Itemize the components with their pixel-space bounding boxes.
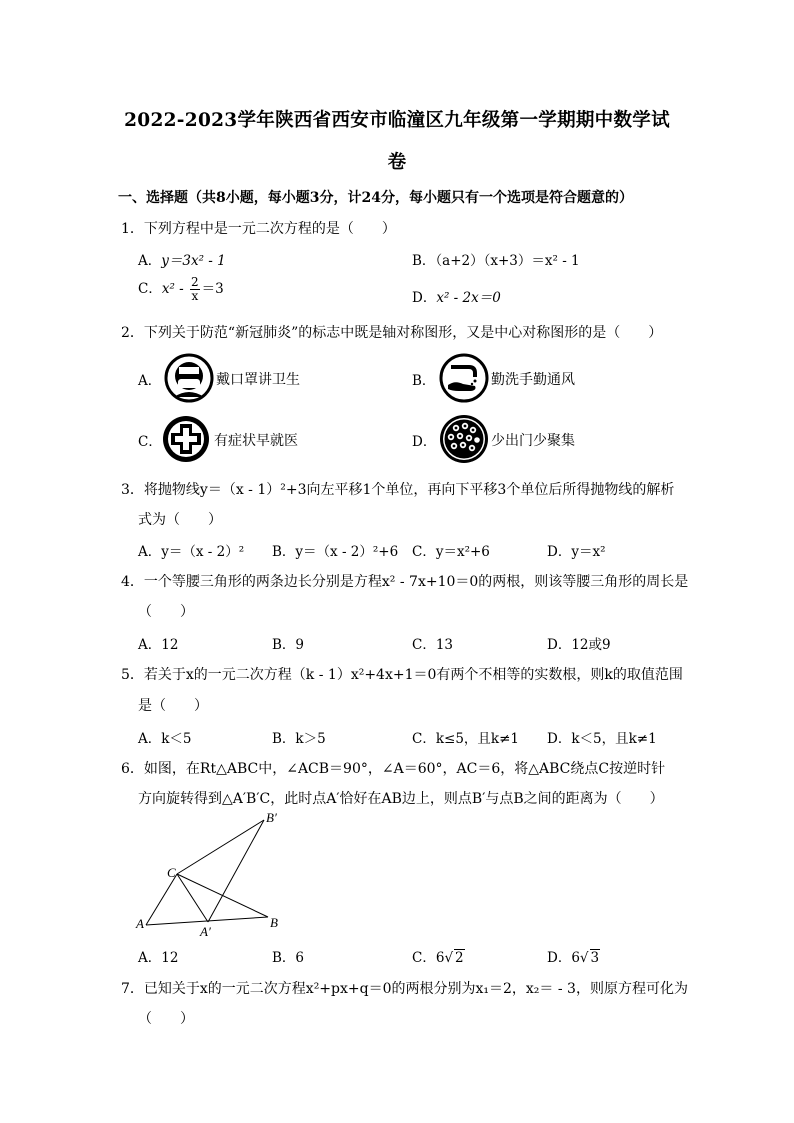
option-label: C． <box>138 281 162 297</box>
question-3-stem-line1: 3．将抛物线y＝（x - 1）²+3向左平移1个单位，再向下平移3个单位后所得抛物线的解析 <box>121 482 675 498</box>
q4-option-a[interactable]: A．12 <box>138 637 179 653</box>
q5-option-a[interactable]: A．k＜5 <box>138 731 192 747</box>
radical-sign: √ <box>579 950 589 966</box>
option-text-post: ＝3 <box>201 281 224 297</box>
fraction-numerator: 2 <box>191 275 199 289</box>
question-6-stem-line2: 方向旋转得到△A′B′C，此时点A′恰好在AB边上，则点B′与点B之间的距离为（ ） <box>138 791 664 807</box>
q1-option-a[interactable] <box>138 249 226 269</box>
question-7-stem-line1: 7．已知关于x的一元二次方程x²+px+q＝0的两根分别为x₁＝2，x₂＝ - 3，则原方程可化为 <box>121 981 688 997</box>
question-4-stem-line1: 4．一个等腰三角形的两条边长分别是方程x² - 7x+10＝0的两根，则该等腰三角形的周长是 <box>121 574 689 590</box>
segment-AC <box>146 874 177 925</box>
q2-option-a-label[interactable]: A． <box>138 373 162 389</box>
q3-option-b[interactable]: B．y＝（x - 2）²+6 <box>272 544 399 560</box>
fraction-denominator: x <box>191 289 199 303</box>
triangle-figure <box>130 808 300 938</box>
q2-option-d-label[interactable]: D． <box>412 434 437 450</box>
section-heading: 一、选择题（共8小题，每小题3分，计24分，每小题只有一个选项是符合题意的） <box>118 190 633 206</box>
label-C: C <box>167 865 176 880</box>
q1-option-d[interactable] <box>412 286 501 306</box>
segment-CB1 <box>177 820 264 874</box>
option-text: x² - 2x＝0 <box>436 290 501 306</box>
label-B-prime: B′ <box>266 810 277 825</box>
option-label: A． <box>138 253 162 269</box>
q1-option-b[interactable] <box>412 249 580 269</box>
question-3-stem-line2: 式为（ ） <box>138 512 222 528</box>
option-text: y＝3x² - 1 <box>161 253 226 269</box>
handwash-icon <box>439 353 489 403</box>
radical-coefficient: 6 <box>571 950 580 966</box>
question-7-stem-line2: （ ） <box>138 1011 194 1027</box>
question-6-stem-line1: 6．如图，在Rt△ABC中，∠ACB＝90°，∠A＝60°，AC＝6，将△ABC绕点C按逆时针 <box>121 761 666 777</box>
radical-sign: √ <box>444 950 454 966</box>
q2-option-d-text: 少出门少聚集 <box>491 433 575 449</box>
q6-option-a[interactable]: A．12 <box>138 950 179 966</box>
q5-option-d[interactable]: D．k＜5，且k≠1 <box>547 731 657 747</box>
q1-option-c[interactable] <box>138 276 224 303</box>
crowd-icon <box>439 414 489 464</box>
option-label: D． <box>412 290 437 306</box>
q5-option-c[interactable]: C．k≤5，且k≠1 <box>412 731 519 747</box>
q2-option-b-text: 勤洗手勤通风 <box>491 372 575 388</box>
q6-option-b[interactable]: B．6 <box>272 950 305 966</box>
q3-option-d[interactable]: D．y＝x² <box>547 544 606 560</box>
segment-A1B1 <box>208 820 264 922</box>
label-B: B <box>270 915 278 930</box>
question-1-stem: 1．下列方程中是一元二次方程的是（ ） <box>121 221 396 237</box>
option-label: C． <box>412 950 436 966</box>
label-A-prime: A′ <box>200 924 211 938</box>
q6-option-c[interactable] <box>412 946 465 966</box>
q4-option-d[interactable]: D．12或9 <box>547 637 611 653</box>
q6-option-d[interactable] <box>547 946 600 966</box>
q2-option-a-text: 戴口罩讲卫生 <box>216 372 300 388</box>
question-4-stem-line2: （ ） <box>138 604 194 620</box>
radicand: 2 <box>455 950 464 966</box>
option-label: D． <box>547 950 572 966</box>
question-5-stem-line2: 是（ ） <box>138 698 208 714</box>
option-text-pre: x² - <box>161 281 184 297</box>
mask-icon <box>164 353 214 403</box>
q4-option-c[interactable]: C．13 <box>412 637 454 653</box>
radical-coefficient: 6 <box>435 950 445 966</box>
q2-option-b-label[interactable]: B． <box>412 373 436 389</box>
fraction <box>190 276 200 303</box>
q3-option-a[interactable]: A．y＝（x - 2）² <box>138 544 245 560</box>
label-A: A <box>136 916 144 931</box>
page-title: 2022-2023学年陕西省西安市临潼区九年级第一学期期中数学试 <box>124 110 670 131</box>
question-2-stem: 2．下列关于防范“新冠肺炎”的标志中既是轴对称图形，又是中心对称图形的是（ ） <box>121 325 663 341</box>
q5-option-b[interactable]: B．k＞5 <box>272 731 326 747</box>
q4-option-b[interactable]: B．9 <box>272 637 305 653</box>
q3-option-c[interactable]: C．y＝x²+6 <box>412 544 490 560</box>
option-text: （a+2）（x+3）＝x² - 1 <box>435 253 580 269</box>
medical-cross-icon <box>161 414 211 464</box>
q2-option-c-label[interactable]: C． <box>138 434 162 450</box>
q2-option-c-text: 有症状早就医 <box>214 433 298 449</box>
radicand: 3 <box>590 950 600 966</box>
page-title-continued: 卷 <box>387 152 407 173</box>
option-label: B． <box>412 253 436 269</box>
question-5-stem-line1: 5．若关于x的一元二次方程（k - 1）x²+4x+1＝0有两个不相等的实数根，则k的取值范围 <box>121 667 683 683</box>
